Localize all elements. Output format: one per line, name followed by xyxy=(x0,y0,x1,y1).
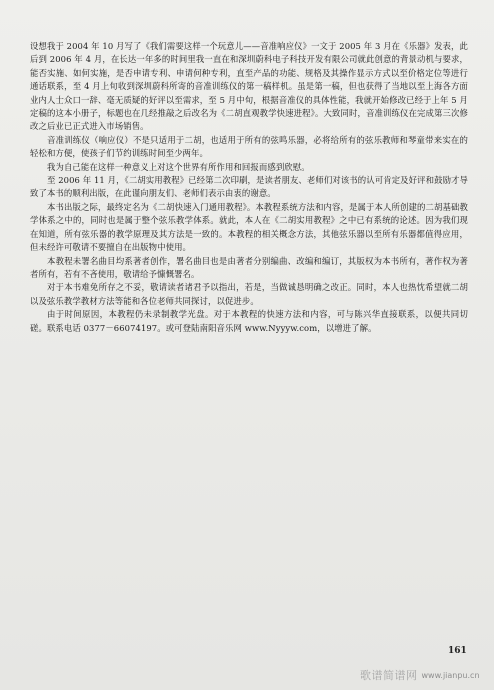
paragraph-2: 音准训练仪（响应仪）不是只适用于二胡，也适用于所有的弦鸣乐器，必将给所有的弦乐教师和琴童带来实在的轻松和方便，使孩子们节约训练时间至少两年。 xyxy=(30,134,468,159)
paragraph-8: 由于时间原因，本教程仍未录制教学光盘。对于本教程的快速方法和内容，可与陈兴华直接联系，以便共同切磋。联系电话 0377－66074197。或可登陆南阳音乐网 www.Nyyyw.com，以增进了解。 xyxy=(30,309,468,333)
paragraph-6: 本教程未署名曲目均系著者创作，署名曲目也是由著者分别编曲、改编和编订，其版权为本书所有，著作权为著者所有，若有不吝使用，敬请给予慷慨署名。 xyxy=(30,255,468,279)
watermark-site-name: 歌谱简谱网 xyxy=(360,669,418,682)
watermark-url: www.jianpu.cn xyxy=(421,670,480,680)
body-text xyxy=(30,40,468,335)
page-number: 161 xyxy=(448,646,467,656)
paragraph-7: 对于本书难免所存之不妥，敬请读者诸君予以指出，若是，当做诚恳明确之改正。同时，本人也热忱希望就二胡以及弦乐教学教材方法等能和各位老师共同探讨，以促进步。 xyxy=(30,282,468,306)
paragraph-5: 本书出版之际，最终定名为《二胡快速入门通用教程》。本教程系统方法和内容，是属于本人所创建的二胡基础教学体系之中的，同时也是属于整个弦乐教学体系。就此，本人在《二胡实用教程》之中已有系统的论述。因为我们现在知道，所有弦乐器的教学原理及其方法是一致的。本教程的相关概念方法，其他弦乐器以至所有乐器都值得应用，但未经许可敬请不要擅自在出版物中使用。 xyxy=(30,201,468,253)
paragraph-4: 至 2006 年 11 月，《二胡实用教程》已经第二次印刷，是读者朋友、老师们对该书的认可肯定及好评和鼓励才导致了本书的顺利出版，在此谨向朋友们、老师们表示由衷的谢意。 xyxy=(30,175,468,199)
paragraph-1: 设想我于 2004 年 10 月写了《我们需要这样一个玩意儿——音准响应仪》一文于 2005 年 3 月在《乐器》发表，此后到 2006 年 4 月，在长达一年多的时间里我一直在和深圳蔚科电子科技开发有限公司就此创意的背景动机与要求，能否实施、如何实施，是否申请专利、申请何种专利，直至产品的功能、规格及其操作显示方式以至价格定位等进行通话联系，至 4 月上旬收到深圳蔚科所寄的音准训练仪的第一稿样机。虽是第一稿，但也获得了当地以至上海各方面业内人士众口一辞、毫无质疑的好评以至需求，至 5 月中旬，根据音准仪的具体性能，我就开始修改已经于上年 5 月定稿的这本小册子，标题也在几经推敲之后改名为《二胡直观教学快速进程》。大致同时，音准训练仪在完成第三次修改之后业已正式进入市场销售。 xyxy=(30,41,468,132)
paragraph-3: 我为自己能在这样一种意义上对这个世界有所作用和回报而感到欣慰。 xyxy=(47,161,310,172)
watermark xyxy=(360,664,490,686)
